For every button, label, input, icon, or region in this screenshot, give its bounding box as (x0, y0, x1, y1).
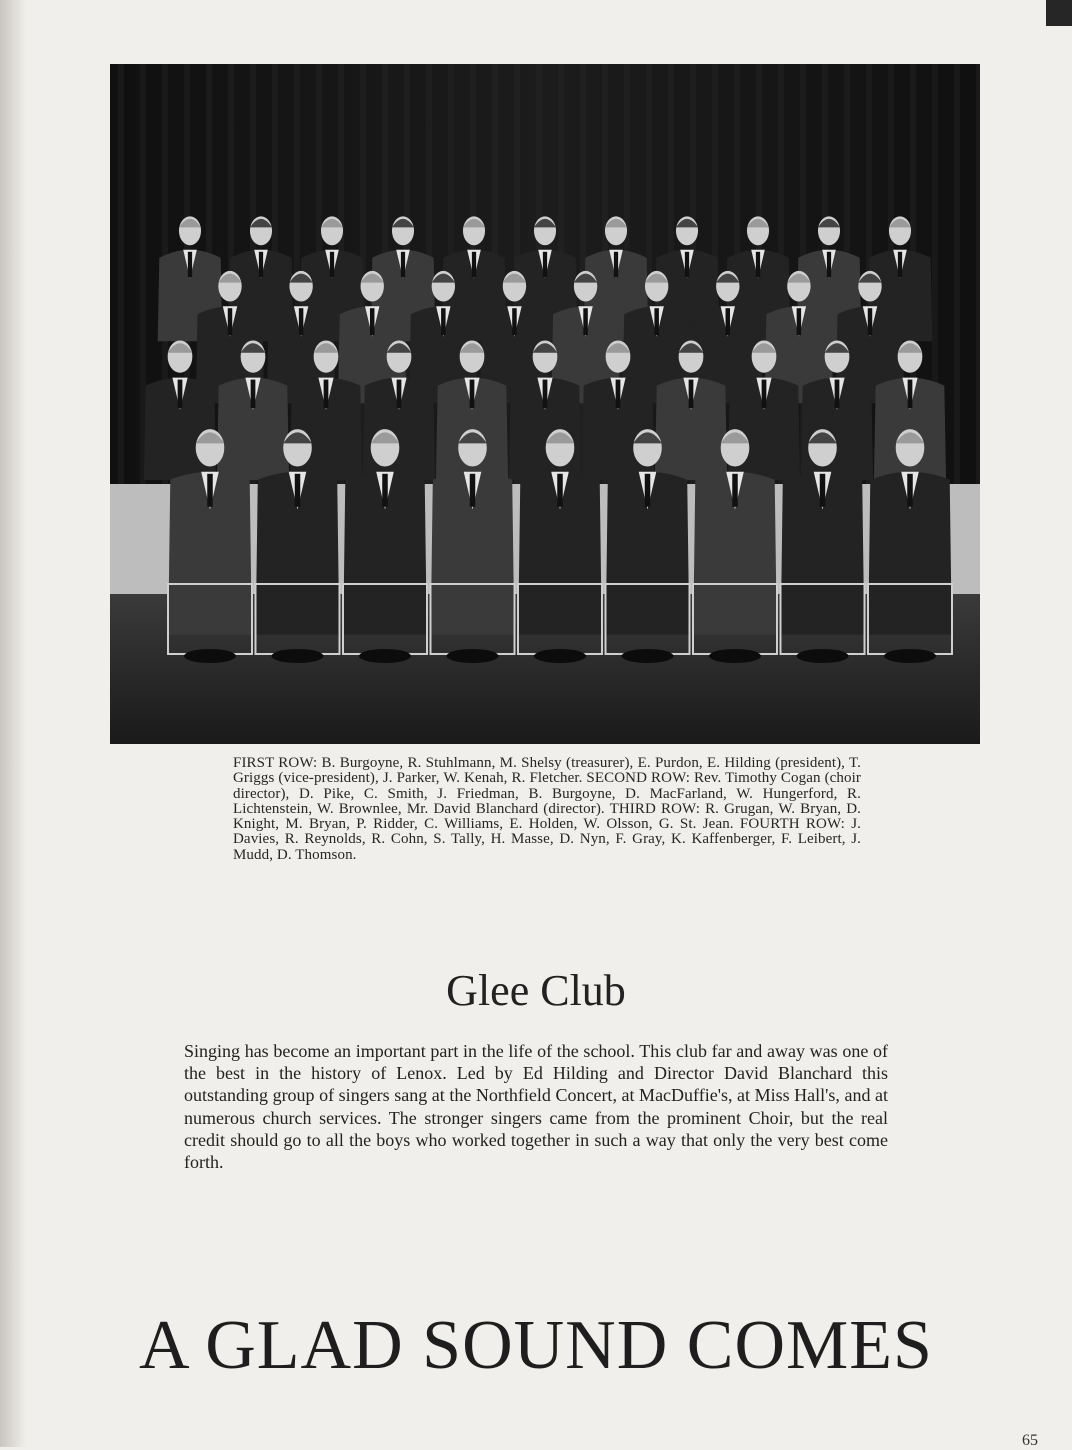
page-headline: A GLAD SOUND COMES (139, 1307, 933, 1384)
section-title: Glee Club (446, 966, 626, 1015)
page-gutter-shadow (0, 0, 26, 1447)
photo-caption: FIRST ROW: B. Burgoyne, R. Stuhlmann, M. Shelsy (treasurer), E. Purdon, E. Hilding (president), T. Griggs (vice-president), J. Parker, W. Kenah, R. Fletcher. SECOND ROW: Rev. Timothy Cogan (choir director), D. Pike, C. Smith, J. Friedman, B. Burgoyne, D. MacFarland, W. Hungerford, R. Lichtenstein, W. Brownlee, Mr. David Blanchard (director). THIRD ROW: R. Grugan, W. Bryan, D. Knight, M. Bryan, P. Ridder, C. Williams, E. Holden, W. Olsson, G. St. Jean. FOURTH ROW: J. Davies, R. Reynolds, R. Cohn, S. Tally, H. Masse, D. Nyn, F. Gray, K. Kaffenberger, F. Leibert, J. Mudd, D. Thomson. (233, 755, 861, 863)
section-body: Singing has become an important part in the life of the school. This club far and away was one of the best in the history of Lenox. Led by Ed Hilding and Director David Blanchard this outstanding group of singers sang at the Northfield Concert, at MacDuffie's, at Miss Hall's, and at numerous church services. The stronger singers came from the prominent Choir, but the real credit should go to all the boys who worked together in such a way that only the very best come forth. (184, 1041, 888, 1173)
page-number: 65 (1022, 1432, 1038, 1449)
photo-illustration (110, 64, 980, 744)
glee-club-photo (110, 64, 980, 744)
page-corner (1046, 0, 1072, 26)
